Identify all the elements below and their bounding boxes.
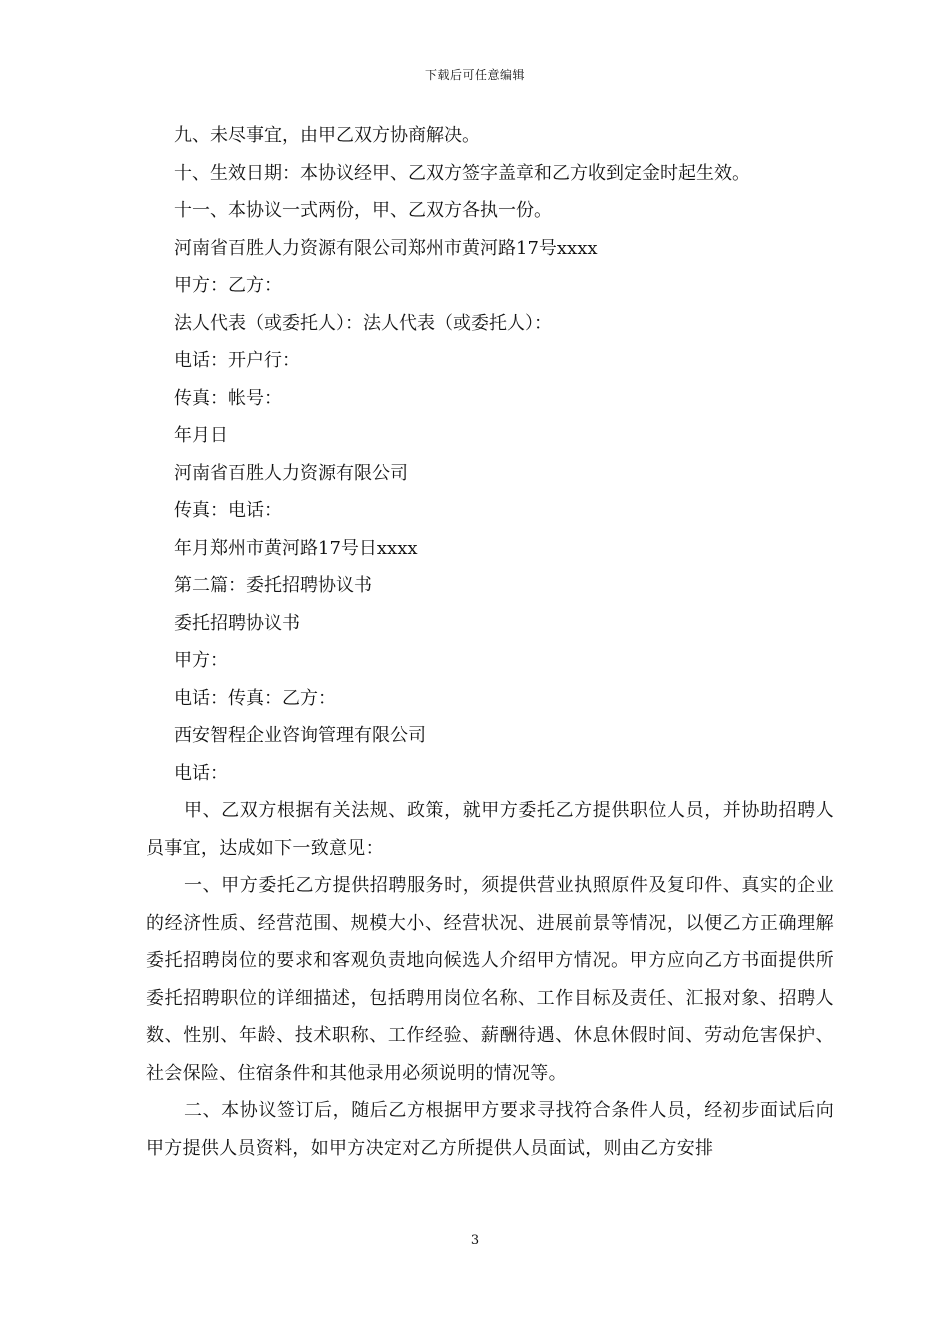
document-body — [146, 117, 834, 1167]
text-line: 甲方： — [174, 650, 228, 671]
text-line: 传真：电话： — [174, 500, 282, 521]
text-line: 电话： — [174, 762, 228, 784]
text-line: 甲方：乙方： — [174, 275, 282, 296]
text-line: 传真：帐号： — [174, 387, 282, 409]
body-paragraph: 一、甲方委托乙方提供招聘服务时，须提供营业执照原件及复印件、真实的企业的经济性质、经营范围、规模大小、经营状况、进展前景等情况，以便乙方正确理解委托招聘岗位的要求和客观负责地向候选人介绍甲方情况。甲方应向乙方书面提供所委托招聘职位的详细描述，包括聘用岗位名称、工作目标及责任、汇报对象、招聘人数、性别、年龄、技术职称、工作经验、薪酬待遇、休息休假时间、劳动危害保护、社会保险、住宿条件和其他录用必须说明的情况等。 — [146, 875, 834, 1084]
text-line: 年月郑州市黄河路17号日xxxx — [174, 537, 418, 559]
text-line: 西安智程企业咨询管理有限公司 — [174, 725, 426, 746]
body-paragraph: 二、本协议签订后，随后乙方根据甲方要求寻找符合条件人员，经初步面试后向甲方提供人员资料，如甲方决定对乙方所提供人员面试，则由乙方安排 — [146, 1100, 834, 1159]
page-number: 3 — [470, 1233, 480, 1248]
text-line: 电话：开户行： — [174, 350, 300, 371]
text-line: 九、未尽事宜，由甲乙双方协商解决。 — [174, 125, 480, 146]
body-paragraph: 甲、乙双方根据有关法规、政策，就甲方委托乙方提供职位人员，并协助招聘人员事宜，达成如下一致意见： — [146, 800, 834, 859]
text-line: 十、生效日期：本协议经甲、乙双方签字盖章和乙方收到定金时起生效。 — [174, 162, 750, 184]
text-line: 河南省百胜人力资源有限公司郑州市黄河路17号xxxx — [174, 237, 598, 259]
text-line: 法人代表（或委托人）：法人代表（或委托人）： — [174, 312, 552, 334]
text-line: 河南省百胜人力资源有限公司 — [174, 462, 408, 484]
page-header: 下载后可任意编辑 — [424, 68, 525, 82]
section-heading: 第二篇：委托招聘协议书 — [174, 575, 372, 596]
text-line: 十一、本协议一式两份，甲、乙双方各执一份。 — [174, 200, 552, 221]
text-line: 电话：传真：乙方： — [174, 687, 336, 709]
document-title: 委托招聘协议书 — [174, 612, 300, 634]
text-line: 年月日 — [174, 425, 228, 446]
